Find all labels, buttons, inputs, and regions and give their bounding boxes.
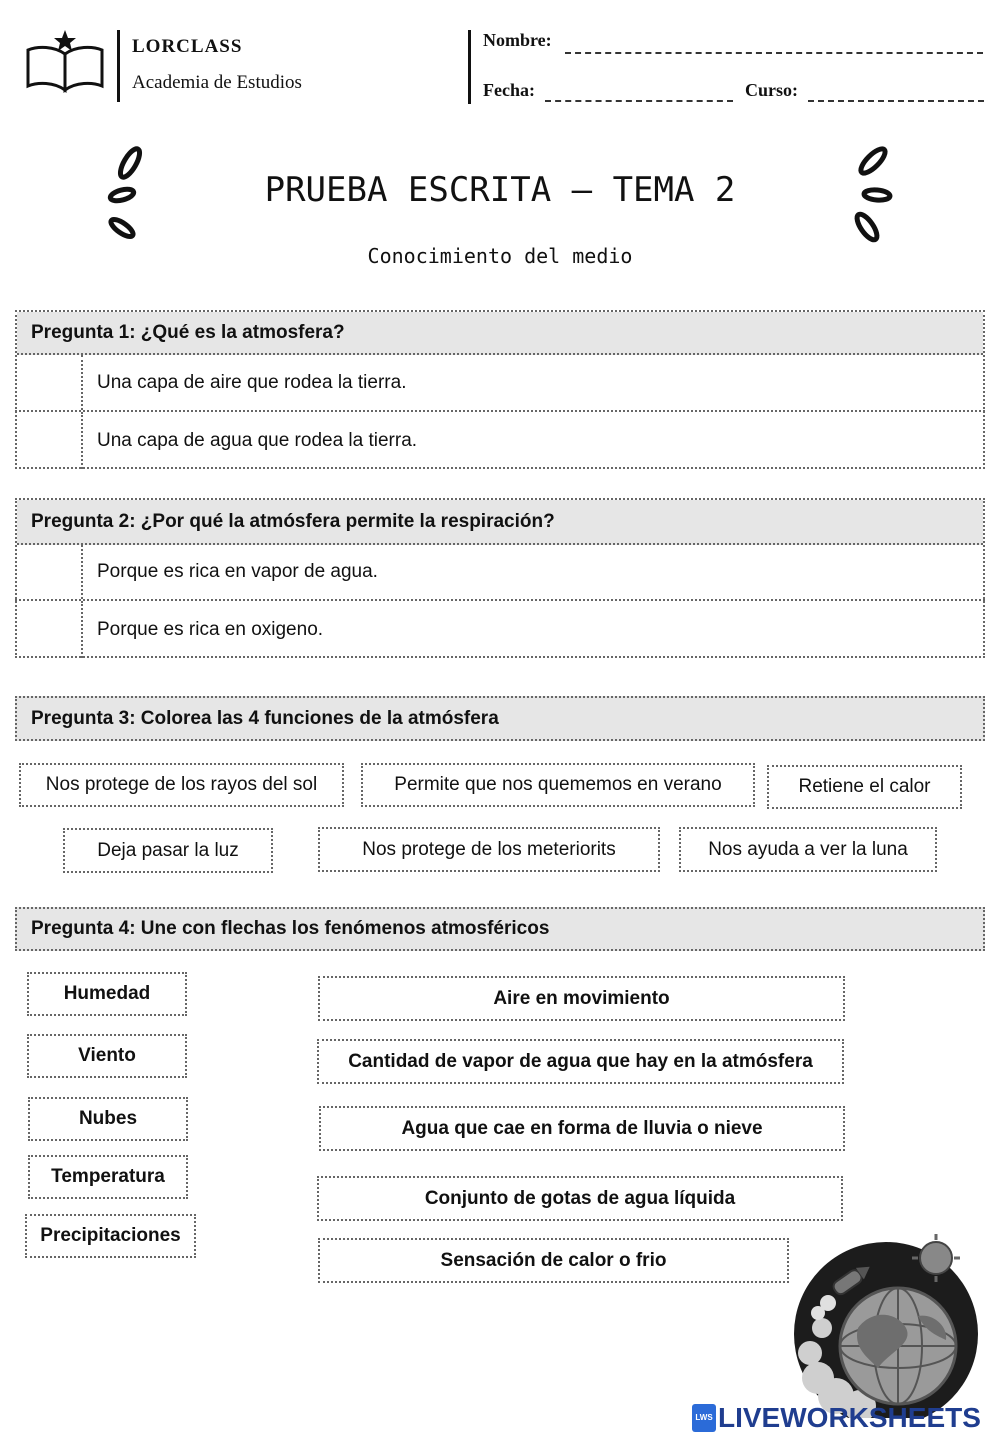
date-field[interactable] bbox=[545, 82, 733, 102]
earth-illustration bbox=[788, 1228, 988, 1418]
function-chip[interactable]: Permite que nos quememos en verano bbox=[361, 763, 755, 807]
definition-box[interactable]: Conjunto de gotas de agua líquida bbox=[317, 1176, 843, 1221]
definition-box[interactable]: Aire en movimiento bbox=[318, 976, 845, 1021]
definition-box[interactable]: Agua que cae en forma de lluvia o nieve bbox=[319, 1106, 845, 1151]
watermark-badge: LWS bbox=[695, 1413, 713, 1422]
open-book-icon bbox=[24, 28, 106, 96]
brand-subtitle: Academia de Estudios bbox=[132, 72, 302, 93]
brand-divider bbox=[117, 30, 120, 102]
course-field[interactable] bbox=[808, 82, 984, 102]
option-text: Una capa de agua que rodea la tierra. bbox=[97, 429, 418, 451]
date-label: Fecha: bbox=[483, 80, 535, 100]
q1-option-1[interactable] bbox=[15, 355, 985, 412]
answer-checkbox[interactable] bbox=[15, 601, 83, 658]
page-title: PRUEBA ESCRITA – TEMA 2 bbox=[264, 170, 736, 210]
page-subtitle: Conocimiento del medio bbox=[367, 244, 633, 268]
term-box[interactable]: Humedad bbox=[27, 972, 187, 1016]
answer-checkbox[interactable] bbox=[15, 545, 83, 599]
option-text: Una capa de aire que rodea la tierra. bbox=[97, 371, 407, 393]
question-3-header: Pregunta 3: Colorea las 4 funciones de la atmósfera bbox=[15, 696, 985, 741]
answer-checkbox[interactable] bbox=[15, 355, 83, 410]
q2-option-1[interactable] bbox=[15, 545, 985, 601]
option-text: Porque es rica en oxigeno. bbox=[97, 618, 324, 640]
function-chip[interactable]: Nos protege de los meteriorits bbox=[318, 827, 660, 872]
function-chip[interactable]: Nos protege de los rayos del sol bbox=[19, 763, 344, 807]
brand-logo bbox=[24, 28, 106, 96]
name-label: Nombre: bbox=[483, 30, 552, 50]
question-1-header: Pregunta 1: ¿Qué es la atmosfera? bbox=[17, 312, 983, 355]
brand-name: LORCLASS bbox=[132, 36, 243, 57]
question-2-header: Pregunta 2: ¿Por qué la atmósfera permite la respiración? bbox=[17, 500, 983, 545]
term-box[interactable]: Precipitaciones bbox=[25, 1214, 196, 1258]
option-text: Porque es rica en vapor de agua. bbox=[97, 561, 378, 582]
term-box[interactable]: Temperatura bbox=[28, 1155, 188, 1199]
course-label: Curso: bbox=[745, 80, 798, 100]
function-chip[interactable]: Retiene el calor bbox=[767, 765, 962, 809]
answer-checkbox[interactable] bbox=[15, 412, 83, 469]
definition-box[interactable]: Cantidad de vapor de agua que hay en la atmósfera bbox=[317, 1039, 844, 1084]
function-chip[interactable]: Deja pasar la luz bbox=[63, 828, 273, 873]
term-box[interactable]: Viento bbox=[27, 1034, 187, 1078]
q1-option-2[interactable] bbox=[15, 412, 985, 469]
question-4-header: Pregunta 4: Une con flechas los fenómenos atmosféricos bbox=[15, 907, 985, 951]
definition-box[interactable]: Sensación de calor o frio bbox=[318, 1238, 789, 1283]
liveworksheets-logo-icon bbox=[692, 1404, 716, 1432]
term-box[interactable]: Nubes bbox=[28, 1097, 188, 1141]
name-field[interactable] bbox=[565, 34, 983, 54]
function-chip[interactable]: Nos ayuda a ver la luna bbox=[679, 827, 937, 872]
header-divider bbox=[468, 30, 471, 104]
q2-option-2[interactable] bbox=[15, 601, 985, 658]
watermark: LIVEWORKSHEETS bbox=[718, 1402, 981, 1433]
